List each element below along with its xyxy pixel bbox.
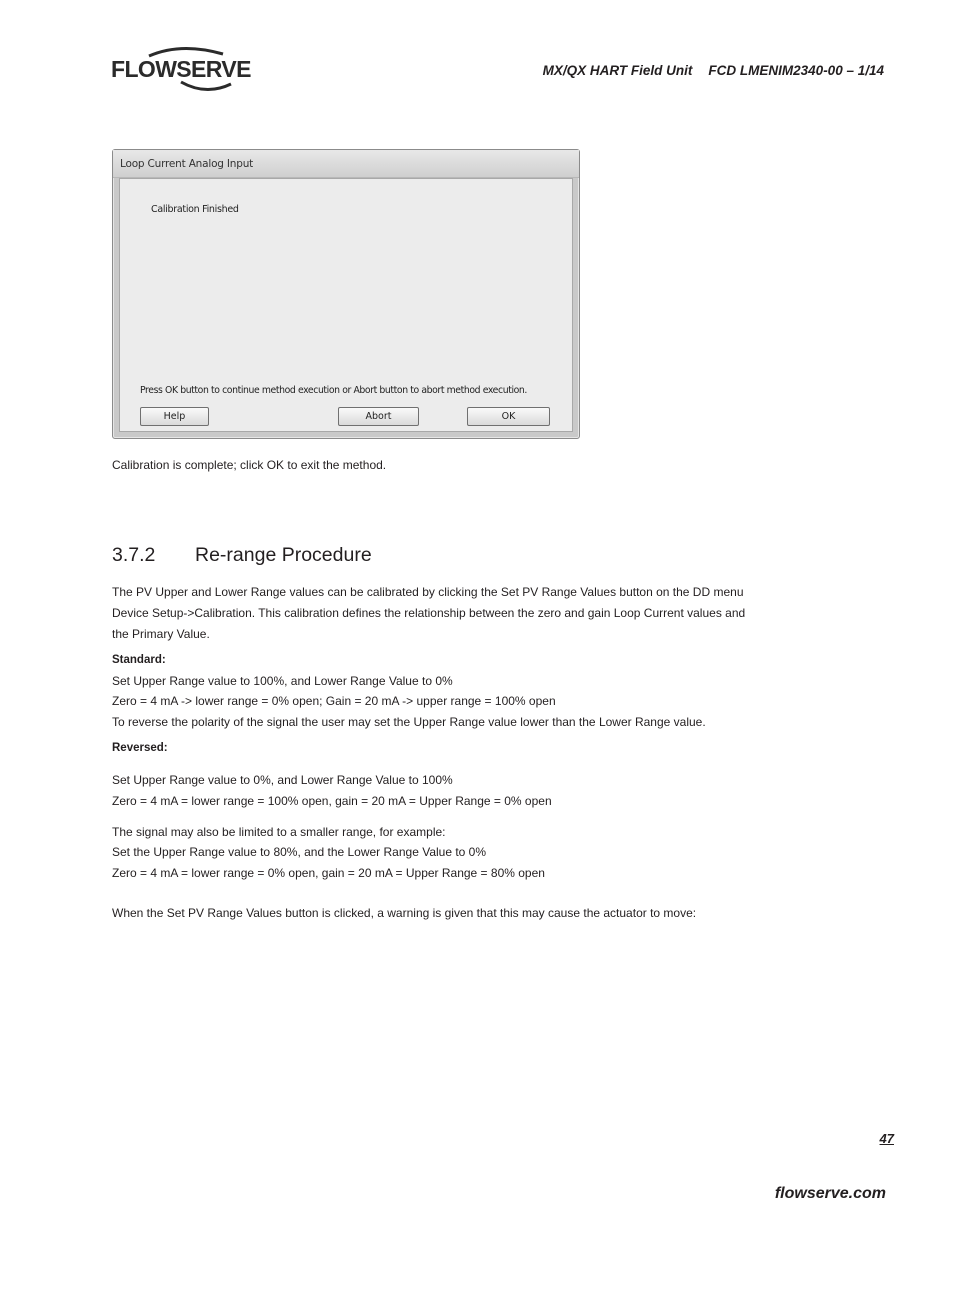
dialog-instruction: Press OK button to continue method execution or Abort button to abort method execution. [140,385,527,396]
dialog-title: Loop Current Analog Input [120,158,254,170]
reversed-label: Reversed: [112,742,168,754]
section-heading [112,544,372,567]
doc-code: FCD LMENIM2340-00 – 1/14 [708,63,884,78]
limited-line: The signal may also be limited to a smaller range, for example: [112,825,446,839]
intro-line: Device Setup->Calibration. This calibration defines the relationship between the zero and gain Loop Current values and [112,606,746,620]
standard-line: Zero = 4 mA -> lower range = 0% open; Gain = 20 mA -> upper range = 100% open [112,694,556,708]
abort-button[interactable]: Abort [338,407,419,426]
dialog-message: Calibration Finished [151,204,239,215]
intro-line: The PV Upper and Lower Range values can be calibrated by clicking the Set PV Range Values button on the DD menu [112,585,744,599]
limited-line: Zero = 4 mA = lower range = 0% open, gain = 20 mA = Upper Range = 80% open [112,866,545,880]
website: flowserve.com [774,1185,886,1202]
help-button[interactable]: Help [140,407,209,426]
warning-note: When the Set PV Range Values button is clicked, a warning is given that this may cause the actuator to move: [112,906,697,920]
intro-line: the Primary Value. [112,627,210,641]
flowserve-logo [111,44,251,96]
limited-line: Set the Upper Range value to 80%, and the Lower Range Value to 0% [112,845,487,859]
header-title [543,63,884,78]
product-name: MX/QX HART Field Unit [542,63,693,78]
calibration-dialog-screenshot [112,149,580,439]
reversed-line: Zero = 4 mA = lower range = 100% open, gain = 20 mA = Upper Range = 0% open [112,794,552,808]
dialog-titlebar [113,150,579,178]
dialog-body [119,178,573,432]
standard-label: Standard: [112,654,166,666]
ok-button[interactable]: OK [467,407,550,426]
logo-text: FLOWSERVE [111,56,251,82]
reversed-line: Set Upper Range value to 0%, and Lower Range Value to 100% [112,773,453,787]
section-number: 3.7.2 [112,544,156,566]
standard-line: Set Upper Range value to 100%, and Lower Range Value to 0% [112,674,453,688]
figure-caption: Calibration is complete; click OK to exit the method. [112,458,387,472]
section-title: Re-range Procedure [195,544,372,566]
standard-line: To reverse the polarity of the signal the user may set the Upper Range value lower than the Lower Range value. [112,715,706,729]
page-number: 47 [879,1131,894,1146]
